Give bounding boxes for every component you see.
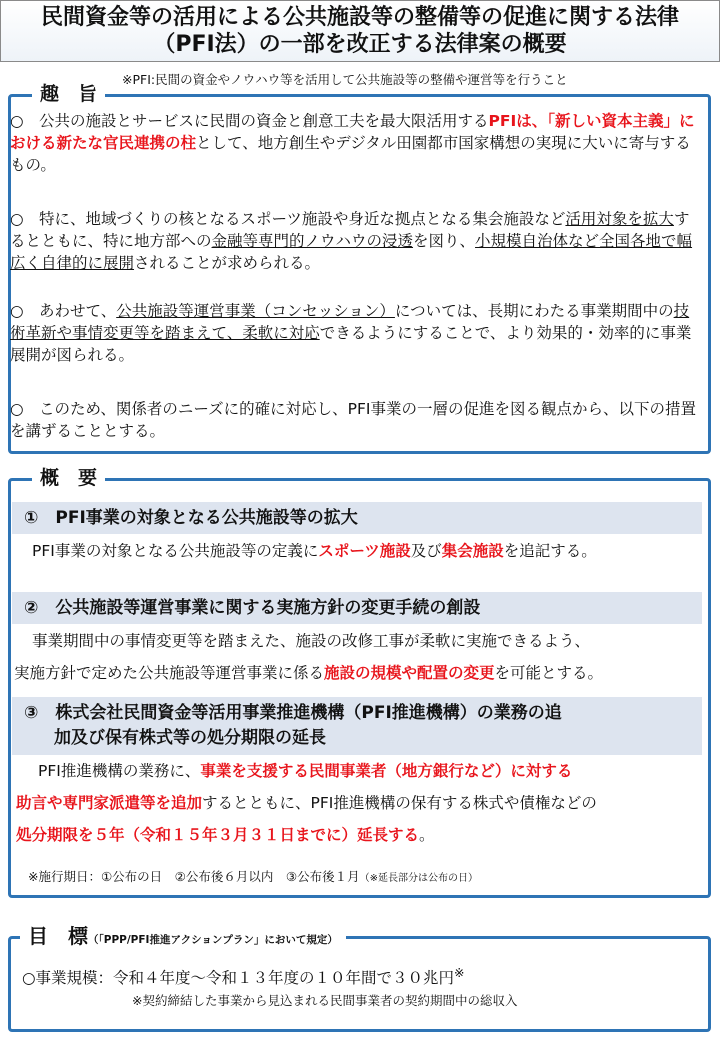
section-3-text-2 (16, 792, 597, 814)
p3-text-e: できるようにすることで、より効果的・効率的に事業展開が図られる。 (10, 324, 692, 364)
s3-highlight-1: 事業を支援する民間事業者（地方銀行など）に対する (200, 762, 573, 780)
s1-sports: スポーツ施設 (318, 542, 411, 560)
s1-text-1: PFI事業の対象となる公共施設等の定義に (32, 542, 319, 560)
target-note: ※契約締結した事業から見込まれる民間事業者の契約期間中の総収入 (132, 993, 518, 1008)
p1-highlight: PFIは、「新しい資本主義」における新たな官民連携の柱 (10, 112, 695, 152)
gaiyo-heading: 概 要 (32, 466, 105, 490)
mokuhyo-heading-wrap (20, 924, 346, 952)
shushi-paragraph-3 (10, 300, 700, 366)
p3-underline-1: 公共施設等運営事業（コンセッション） (116, 302, 395, 320)
target-text: ○事業規模：令和４年度～令和１３年度の１０年間で３０兆円 (22, 969, 455, 988)
mokuhyo-heading: 目 標 (28, 924, 88, 948)
s2-text-2: 実施方針で定めた公共施設等運営事業に係る (14, 664, 325, 682)
section-2-text-2 (14, 662, 603, 684)
title-line-1: 民間資金等の活用による公共施設等の整備等の促進に関する法律 (40, 5, 679, 30)
section-3-text-1 (38, 760, 572, 782)
shushi-paragraph-4 (10, 398, 700, 442)
shushi-heading: 趣 旨 (32, 82, 105, 106)
p2-text-g: されることが求められる。 (134, 254, 321, 272)
p2-text-a: ○ 特に、地域づくりの核となるスポーツ施設や身近な拠点となる集会施設など (10, 210, 566, 228)
p1-text-a: ○ 公共の施設とサービスに民間の資金と創意工夫を最大限活用する (10, 112, 489, 130)
s3-text-1: PFI推進機構の業務に、 (38, 762, 201, 780)
s3-text-6: 。 (419, 826, 435, 844)
pfi-definition-note: ※PFI:民間の資金やノウハウ等を活用して公共施設等の整備や運営等を行うこと (122, 72, 568, 87)
p4-text: ○ このため、関係者のニーズに的確に対応し、PFI事業の一層の促進を図る観点から、以下の措置を講ずることとする。 (10, 400, 696, 440)
section-2-text-1: 事業期間中の事情変更等を踏まえた、施設の改修工事が柔軟に実施できるよう、 (32, 632, 591, 650)
s3-highlight-2: 助言や専門家派遣等を追加 (16, 794, 203, 812)
enforce-text-a: ※施行期日：①公布の日 ②公布後６月以内 ③公布後１月 (28, 869, 360, 884)
section-3-text-3 (16, 824, 435, 846)
enforce-text-b: （※延長部分は公布の日） (359, 873, 478, 884)
shushi-paragraph-2 (10, 208, 700, 274)
enforcement-date (28, 866, 478, 890)
page-title (0, 0, 720, 62)
s2-text-4: を可能とする。 (494, 664, 604, 682)
s3-heading-line-2: 加及び保有株式等の処分期限の延長 (54, 728, 326, 748)
section-1-heading: ① PFI事業の対象となる公共施設等の拡大 (12, 502, 702, 534)
p2-text-c: するとともに、特に地方部への (10, 210, 690, 250)
p2-underline-2: 金融等専門的ノウハウの浸透 (211, 232, 414, 250)
section-2-heading: ② 公共施設等運営事業に関する実施方針の変更手続の創設 (12, 592, 702, 624)
target-mark: ※ (454, 965, 465, 980)
p2-text-e: を図り、 (413, 232, 476, 250)
p1-text-c: として、地方創生やデジタル田園都市国家構想の実現に大いに寄与するもの。 (10, 134, 691, 174)
section-3-heading (12, 697, 702, 755)
p3-text-c: については、長期にわたる事業期間中の (394, 302, 674, 320)
target-line (22, 962, 465, 989)
s3-highlight-3: 処分期限を５年（令和１５年３月３１日までに）延長する (16, 826, 420, 844)
s1-assembly: 集会施設 (441, 542, 504, 560)
mokuhyo-subheading: （「PPP/PFI推進アクションプラン」において規定） (88, 934, 338, 946)
s1-text-5: を追記する。 (503, 542, 597, 560)
p2-underline-3: 小規模自治体など全国各地で幅広く自律的に展開 (10, 232, 693, 272)
s3-text-4: するとともに、PFI推進機構の保有する株式や債権などの (202, 794, 597, 812)
p3-underline-2: 技術革新や事情変更等を踏まえて、柔軟に対応 (10, 302, 690, 342)
s1-text-3: 及び (410, 542, 442, 560)
s3-heading-line-1: ③ 株式会社民間資金等活用事業推進機構（PFI推進機構）の業務の追 (24, 703, 562, 723)
shushi-paragraph-1 (10, 110, 700, 176)
p3-text-a: ○ あわせて、 (10, 302, 117, 320)
p2-underline-1: 活用対象を拡大 (565, 210, 674, 228)
s2-highlight: 施設の規模や配置の変更 (324, 664, 495, 682)
section-1-text (32, 540, 597, 562)
title-line-2: （PFI法）の一部を改正する法律案の概要 (153, 32, 567, 57)
